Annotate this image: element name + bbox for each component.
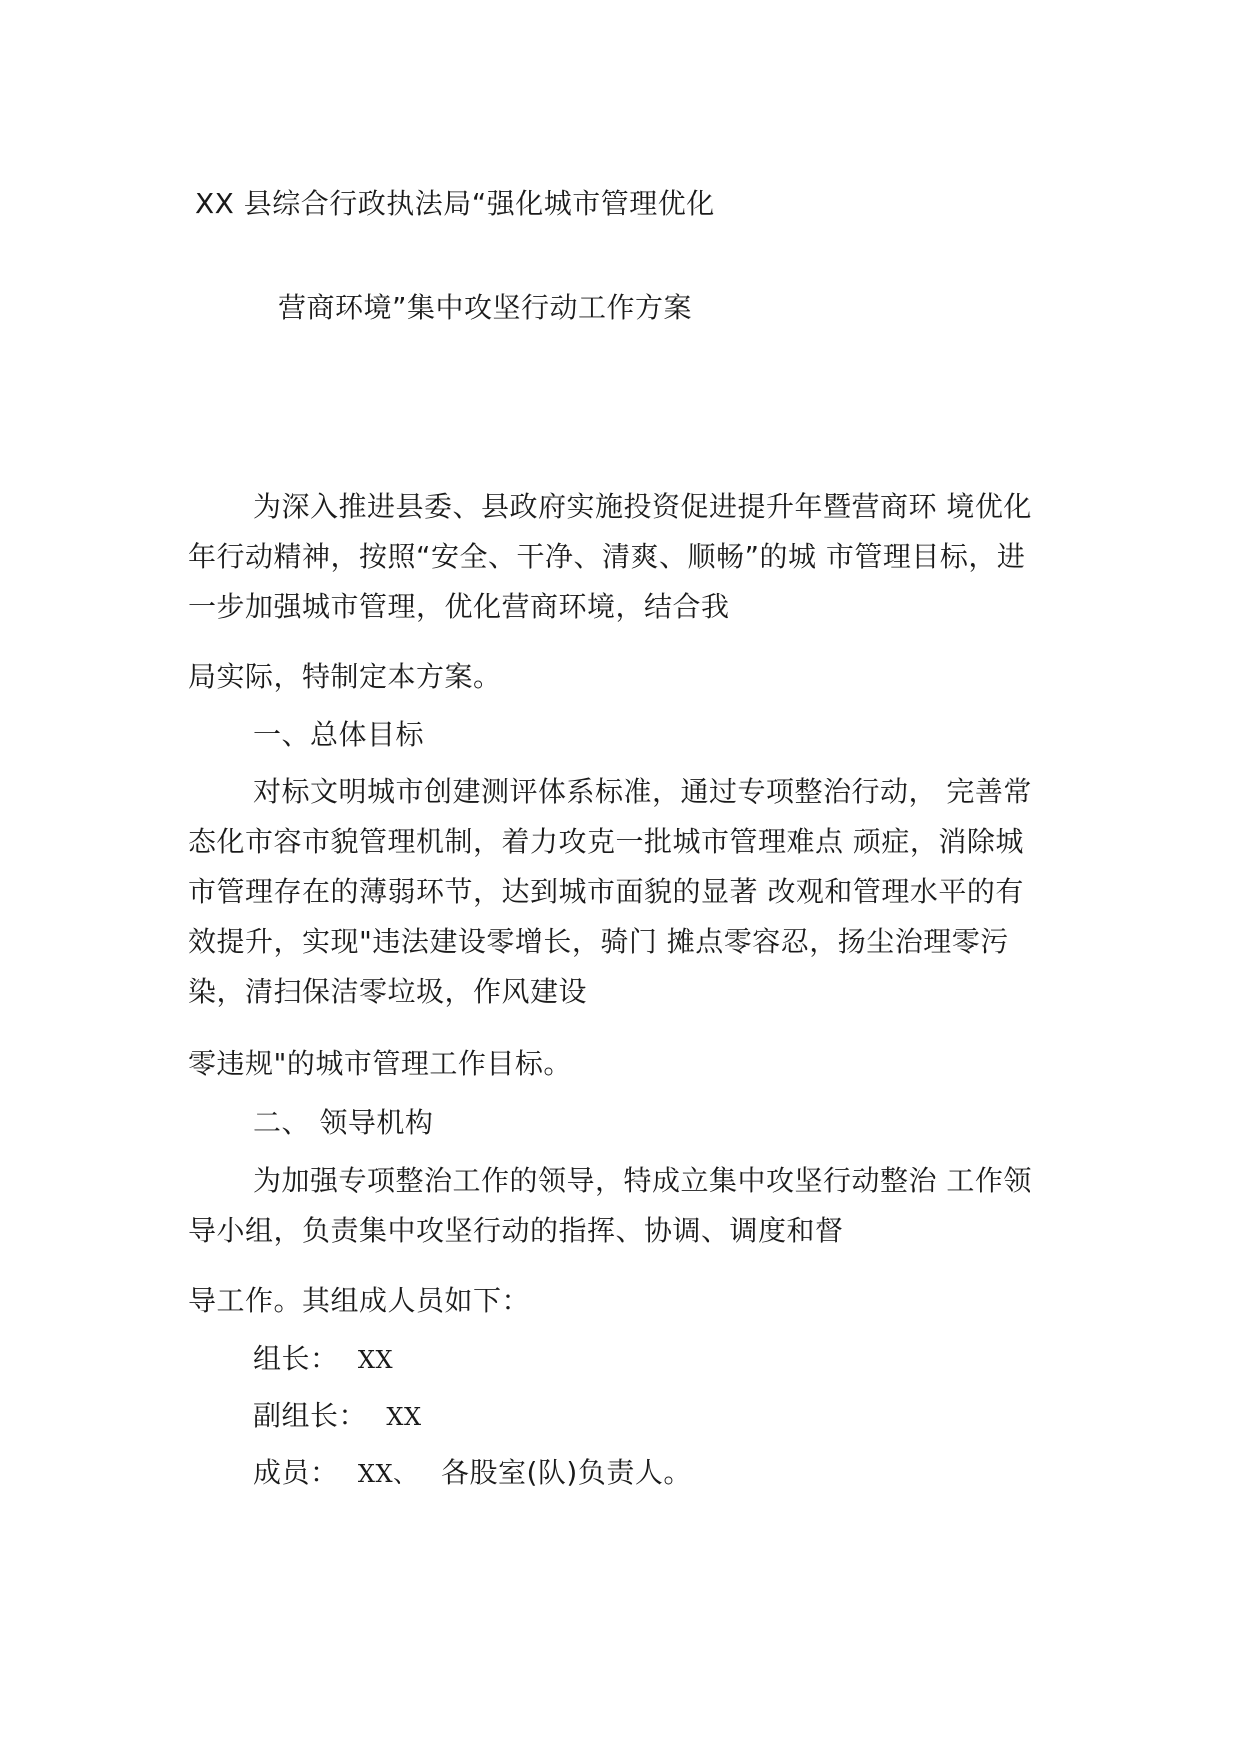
intro-line-4: 局实际，特制定本方案。 [188, 660, 502, 693]
leader-label: 组长： [253, 1342, 339, 1375]
intro-line-1: 为深入推进县委、县政府实施投资促进提升年暨营商环 境优化 [253, 490, 1032, 523]
section-2-line-1: 为加强专项整治工作的领导，特成立集中攻坚行动整治 工作领 [253, 1164, 1032, 1197]
section-2-heading: 二、 领导机构 [253, 1106, 434, 1139]
deputy-value: XX [386, 1403, 422, 1431]
section-1-line-3: 市管理存在的薄弱环节，达到城市面貌的显著 改观和管理水平的有 [188, 875, 1024, 908]
section-1-heading: 一、总体目标 [253, 718, 425, 751]
section-1-line-1: 对标文明城市创建测评体系标准，通过专项整治行动， 完善常 [253, 775, 1032, 808]
members-label: 成员： [253, 1456, 339, 1489]
members-value: XX、 [357, 1460, 418, 1488]
deputy-row [253, 1398, 422, 1435]
deputy-label: 副组长： [253, 1399, 368, 1432]
members-rest: 各股室(队)负责人。 [441, 1456, 692, 1489]
section-1-line-4: 效提升，实现"违法建设零增长，骑门 摊点零容忍，扬尘治理零污 [188, 925, 1009, 958]
section-1-line-6: 零违规"的城市管理工作目标。 [188, 1047, 572, 1080]
members-row [253, 1455, 692, 1492]
section-1-line-5: 染，清扫保洁零垃圾，作风建设 [188, 975, 588, 1008]
leader-row [253, 1341, 393, 1378]
section-2-line-3: 导工作。其组成人员如下： [188, 1284, 531, 1317]
title-line-2: 营商环境”集中攻坚行动工作方案 [278, 291, 693, 324]
section-2-line-2: 导小组，负责集中攻坚行动的指挥、协调、调度和督 [188, 1214, 844, 1247]
intro-line-3: 一步加强城市管理，优化营商环境，结合我 [188, 590, 730, 623]
title-line-1: XX 县综合行政执法局“强化城市管理优化 [195, 187, 715, 220]
leader-value: XX [357, 1346, 394, 1374]
section-1-line-2: 态化市容市貌管理机制，着力攻克一批城市管理难点 顽症，消除城 [188, 825, 1024, 858]
intro-line-2: 年行动精神，按照“安全、干净、清爽、顺畅”的城 市管理目标，进 [188, 540, 1026, 573]
